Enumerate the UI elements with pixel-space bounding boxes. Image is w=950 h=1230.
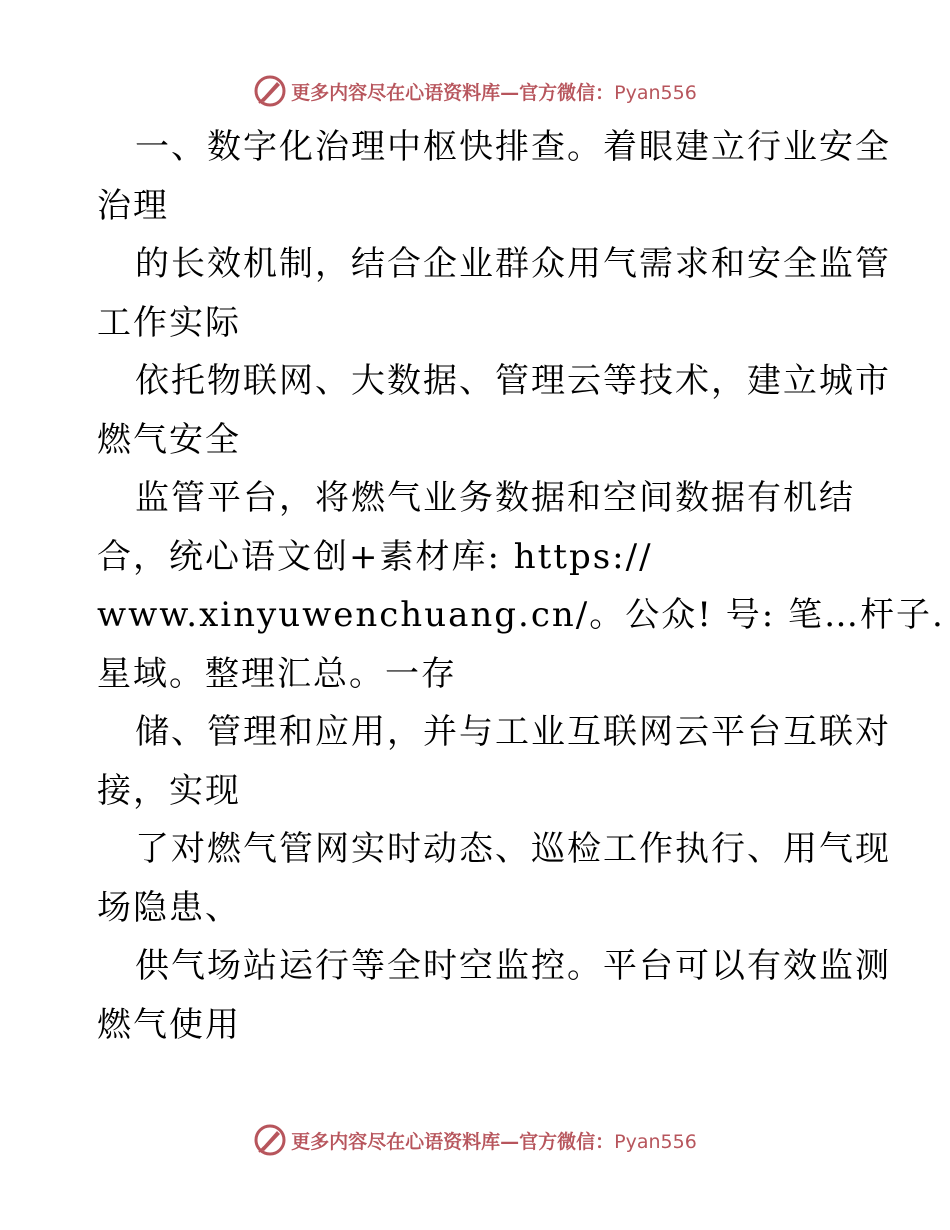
- feather-quill-logo-icon: [253, 74, 287, 108]
- document-body: [97, 118, 945, 1054]
- body-line: 场隐患、: [97, 887, 241, 928]
- header-banner: [0, 71, 950, 111]
- footer-banner: [0, 1120, 950, 1160]
- body-line: 燃气安全: [97, 419, 241, 460]
- body-line: 监管平台，将燃气业务数据和空间数据有机结: [135, 478, 855, 518]
- body-line: 供气场站运行等全时空监控。平台可以有效监测: [135, 946, 891, 986]
- body-line: 接，实现: [97, 770, 241, 811]
- body-line: 治理: [97, 185, 169, 226]
- feather-quill-logo-icon: [253, 1123, 287, 1157]
- banner-text-cn: 更多内容尽在心语资料库—官方微信：: [291, 81, 615, 104]
- body-line: 合，统心语文创+素材库: https://: [97, 536, 653, 577]
- body-line: 依托物联网、大数据、管理云等技术，建立城市: [135, 361, 891, 401]
- body-line: 一、数字化治理中枢快排查。着眼建立行业安全: [135, 127, 891, 167]
- body-line: www.xinyuwenchuang.cn/。公众! 号: 笔…杆子.: [97, 595, 945, 635]
- body-line: 储、管理和应用，并与工业互联网云平台互联对: [135, 712, 891, 752]
- banner-text: [291, 78, 697, 105]
- banner-wechat-id: Pyan556: [614, 1130, 697, 1153]
- body-line: 了对燃气管网实时动态、巡检工作执行、用气现: [135, 829, 891, 869]
- body-line: 星域。整理汇总。一存: [97, 653, 457, 694]
- body-line: 燃气使用: [97, 1004, 241, 1045]
- banner-text-cn: 更多内容尽在心语资料库—官方微信：: [291, 1130, 615, 1153]
- banner-wechat-id: Pyan556: [614, 81, 697, 104]
- body-line: 的长效机制，结合企业群众用气需求和安全监管: [135, 244, 891, 284]
- body-line: 工作实际: [97, 302, 241, 343]
- banner-text: [291, 1127, 697, 1154]
